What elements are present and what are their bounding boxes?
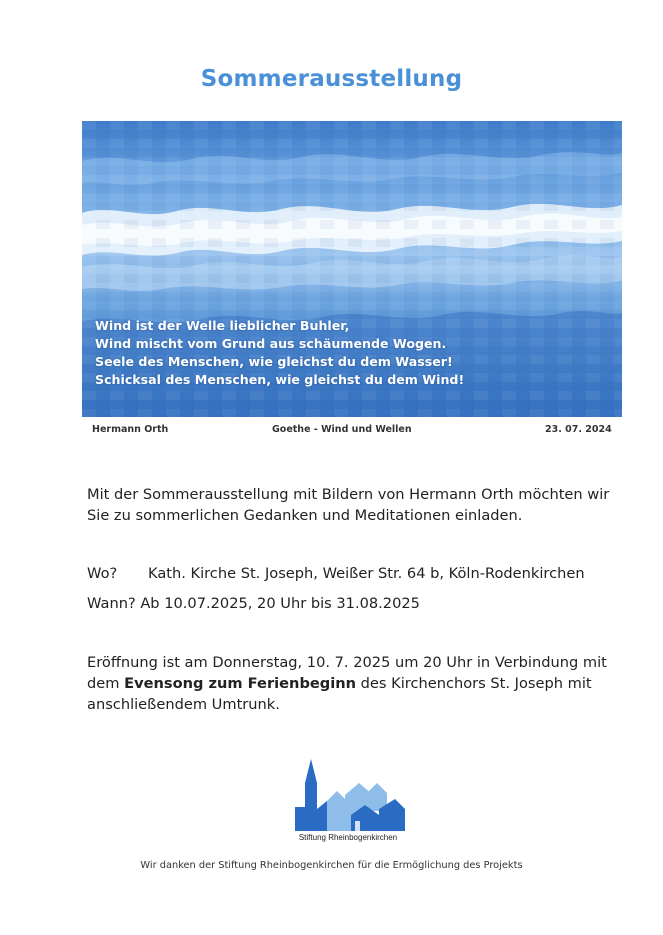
- caption-date: 23. 07. 2024: [545, 424, 612, 435]
- caption-work-title: Goethe - Wind und Wellen: [272, 424, 412, 435]
- opening-text: Eröffnung ist am Donnerstag, 10. 7. 2025 um 20 Uhr in Verbindung mit dem: [87, 654, 607, 692]
- opening-event-highlight: Evensong zum Ferienbeginn: [124, 675, 357, 692]
- poem-line: Wind ist der Welle lieblicher Buhler,: [95, 318, 350, 333]
- opening-text-end: des Kirchenchors St. Joseph mit anschließendem Umtrunk.: [87, 675, 592, 713]
- dates-line: [87, 593, 420, 614]
- opening-paragraph: [87, 652, 627, 715]
- poem-line: Schicksal des Menschen, wie gleichst du dem Wind!: [95, 372, 465, 387]
- location-label: Wo?: [87, 565, 118, 582]
- page-title: Sommerausstellung: [200, 66, 463, 92]
- intro-paragraph: Mit der Sommerausstellung mit Bildern von Hermann Orth möchten wir Sie zu sommerlichen Gedanken und Meditationen einladen.: [87, 486, 610, 524]
- foundation-logo: [285, 753, 411, 845]
- dates-label: Wann?: [87, 595, 136, 612]
- poem-line: Wind mischt vom Grund aus schäumende Wogen.: [95, 336, 447, 351]
- church-silhouette-logo-icon: [285, 753, 411, 833]
- dates-value: Ab 10.07.2025, 20 Uhr bis 31.08.2025: [140, 595, 420, 612]
- location-line: [87, 563, 585, 584]
- caption-artist: Hermann Orth: [92, 424, 169, 435]
- poem-line: Seele des Menschen, wie gleichst du dem Wasser!: [95, 354, 453, 369]
- acknowledgement-text: Wir danken der Stiftung Rheinbogenkirchen für die Ermöglichung des Projekts: [140, 860, 523, 871]
- artwork-image: [82, 121, 622, 417]
- location-value: Kath. Kirche St. Joseph, Weißer Str. 64 b, Köln-Rodenkirchen: [148, 565, 585, 582]
- foundation-name: Stiftung Rheinbogenkirchen: [298, 833, 398, 842]
- poem-text: [95, 317, 464, 389]
